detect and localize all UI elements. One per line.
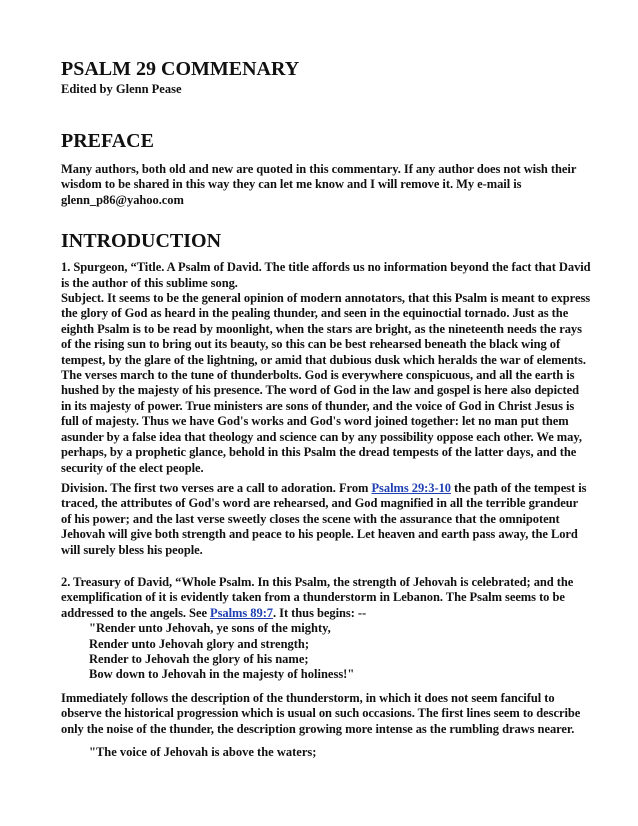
verse-quote-block (61, 621, 591, 683)
psalms-89-7-link[interactable]: Psalms 89:7 (210, 605, 274, 620)
verse-line: Render to Jehovah the glory of his name; (89, 651, 309, 666)
document-page (61, 58, 591, 760)
document-title: PSALM 29 COMMENARY (61, 58, 300, 80)
document-subtitle: Edited by Glenn Pease (61, 82, 182, 96)
followup-paragraph: Immediately follows the description of the thunderstorm, in which it does not seem fanciful to observe the historical progression which is usual on such occasions. The first lines seem to describe only the noise of the thunder, the description growing more intense as the rumbling draws nearer. (61, 690, 581, 736)
treasury-text-end: . It thus begins: -- (273, 605, 367, 620)
division-text-start: Division. The first two verses are a call to adoration. From (61, 480, 372, 495)
subject-paragraph: Subject. It seems to be the general opinion of modern annotators, that this Psalm is meant to express the glory of God as heard in the pealing thunder, and seen in the equinoctial tornado. Just as the eighth Psalm is to be read by moonlight, when the stars are bright, as the nineteenth needs the rays of the rising sun to bring out its beauty, so this can be best rehearsed beneath the black wing of tempest, by the glare of the lightning, or amid that dubious dusk which heralds the war of elements. The verses march to the tune of thunderbolts. God is everywhere conspicuous, and all the earth is hushed by the majesty of his presence. The word of God in the law and gospel is here also depicted in its majesty of power. True ministers are sons of thunder, and the voice of God in Christ Jesus is full of majesty. Thus we have God's works and God's word joined together: let no man put them asunder by a false idea that theology and science can by any possibility oppose each other. We may, perhaps, by a prophetic glance, behold in this Psalm the dread tempests of the latter days, and the security of the elect people. (61, 291, 591, 475)
preface-paragraph: Many authors, both old and new are quoted in this commentary. If any author does not wish their wisdom to be shared in this way they can let me know and I will remove it. My e-mail is glenn_p86@yahoo.com (61, 162, 577, 207)
division-text-end: the path of the tempest is traced, the attributes of God's word are rehearsed, and God magnified in all the terrible grandeur of his power; and the last verse sweetly closes the scene with the assurance that the omnipotent Jehovah will give both strength and peace to his people. Let heaven and earth pass away, the Lord will surely bless his people. (61, 480, 587, 557)
verse-line: "The voice of Jehovah is above the waters; (89, 745, 317, 759)
introduction-heading: INTRODUCTION (61, 230, 222, 253)
verse-line: "Render unto Jehovah, ye sons of the mighty, (89, 621, 331, 636)
treasury-text-start: 2. Treasury of David, “Whole Psalm. In this Psalm, the strength of Jehovah is celebrated; and the exemplification of it is evidently taken from a thunderstorm in Lebanon. The Psalm seems to be addressed to the angels. See (61, 574, 574, 620)
treasury-paragraph (61, 575, 591, 621)
spurgeon-paragraph: 1. Spurgeon, “Title. A Psalm of David. The title affords us no information beyond the fact that David is the author of this sublime song. (61, 260, 591, 290)
final-verse-block (61, 745, 591, 760)
division-paragraph (61, 481, 591, 558)
psalms-29-3-10-link[interactable]: Psalms 29:3-10 (371, 480, 451, 495)
verse-line: Bow down to Jehovah in the majesty of holiness!" (89, 667, 355, 682)
preface-heading: PREFACE (61, 130, 154, 152)
verse-line: Render unto Jehovah glory and strength; (89, 636, 310, 651)
